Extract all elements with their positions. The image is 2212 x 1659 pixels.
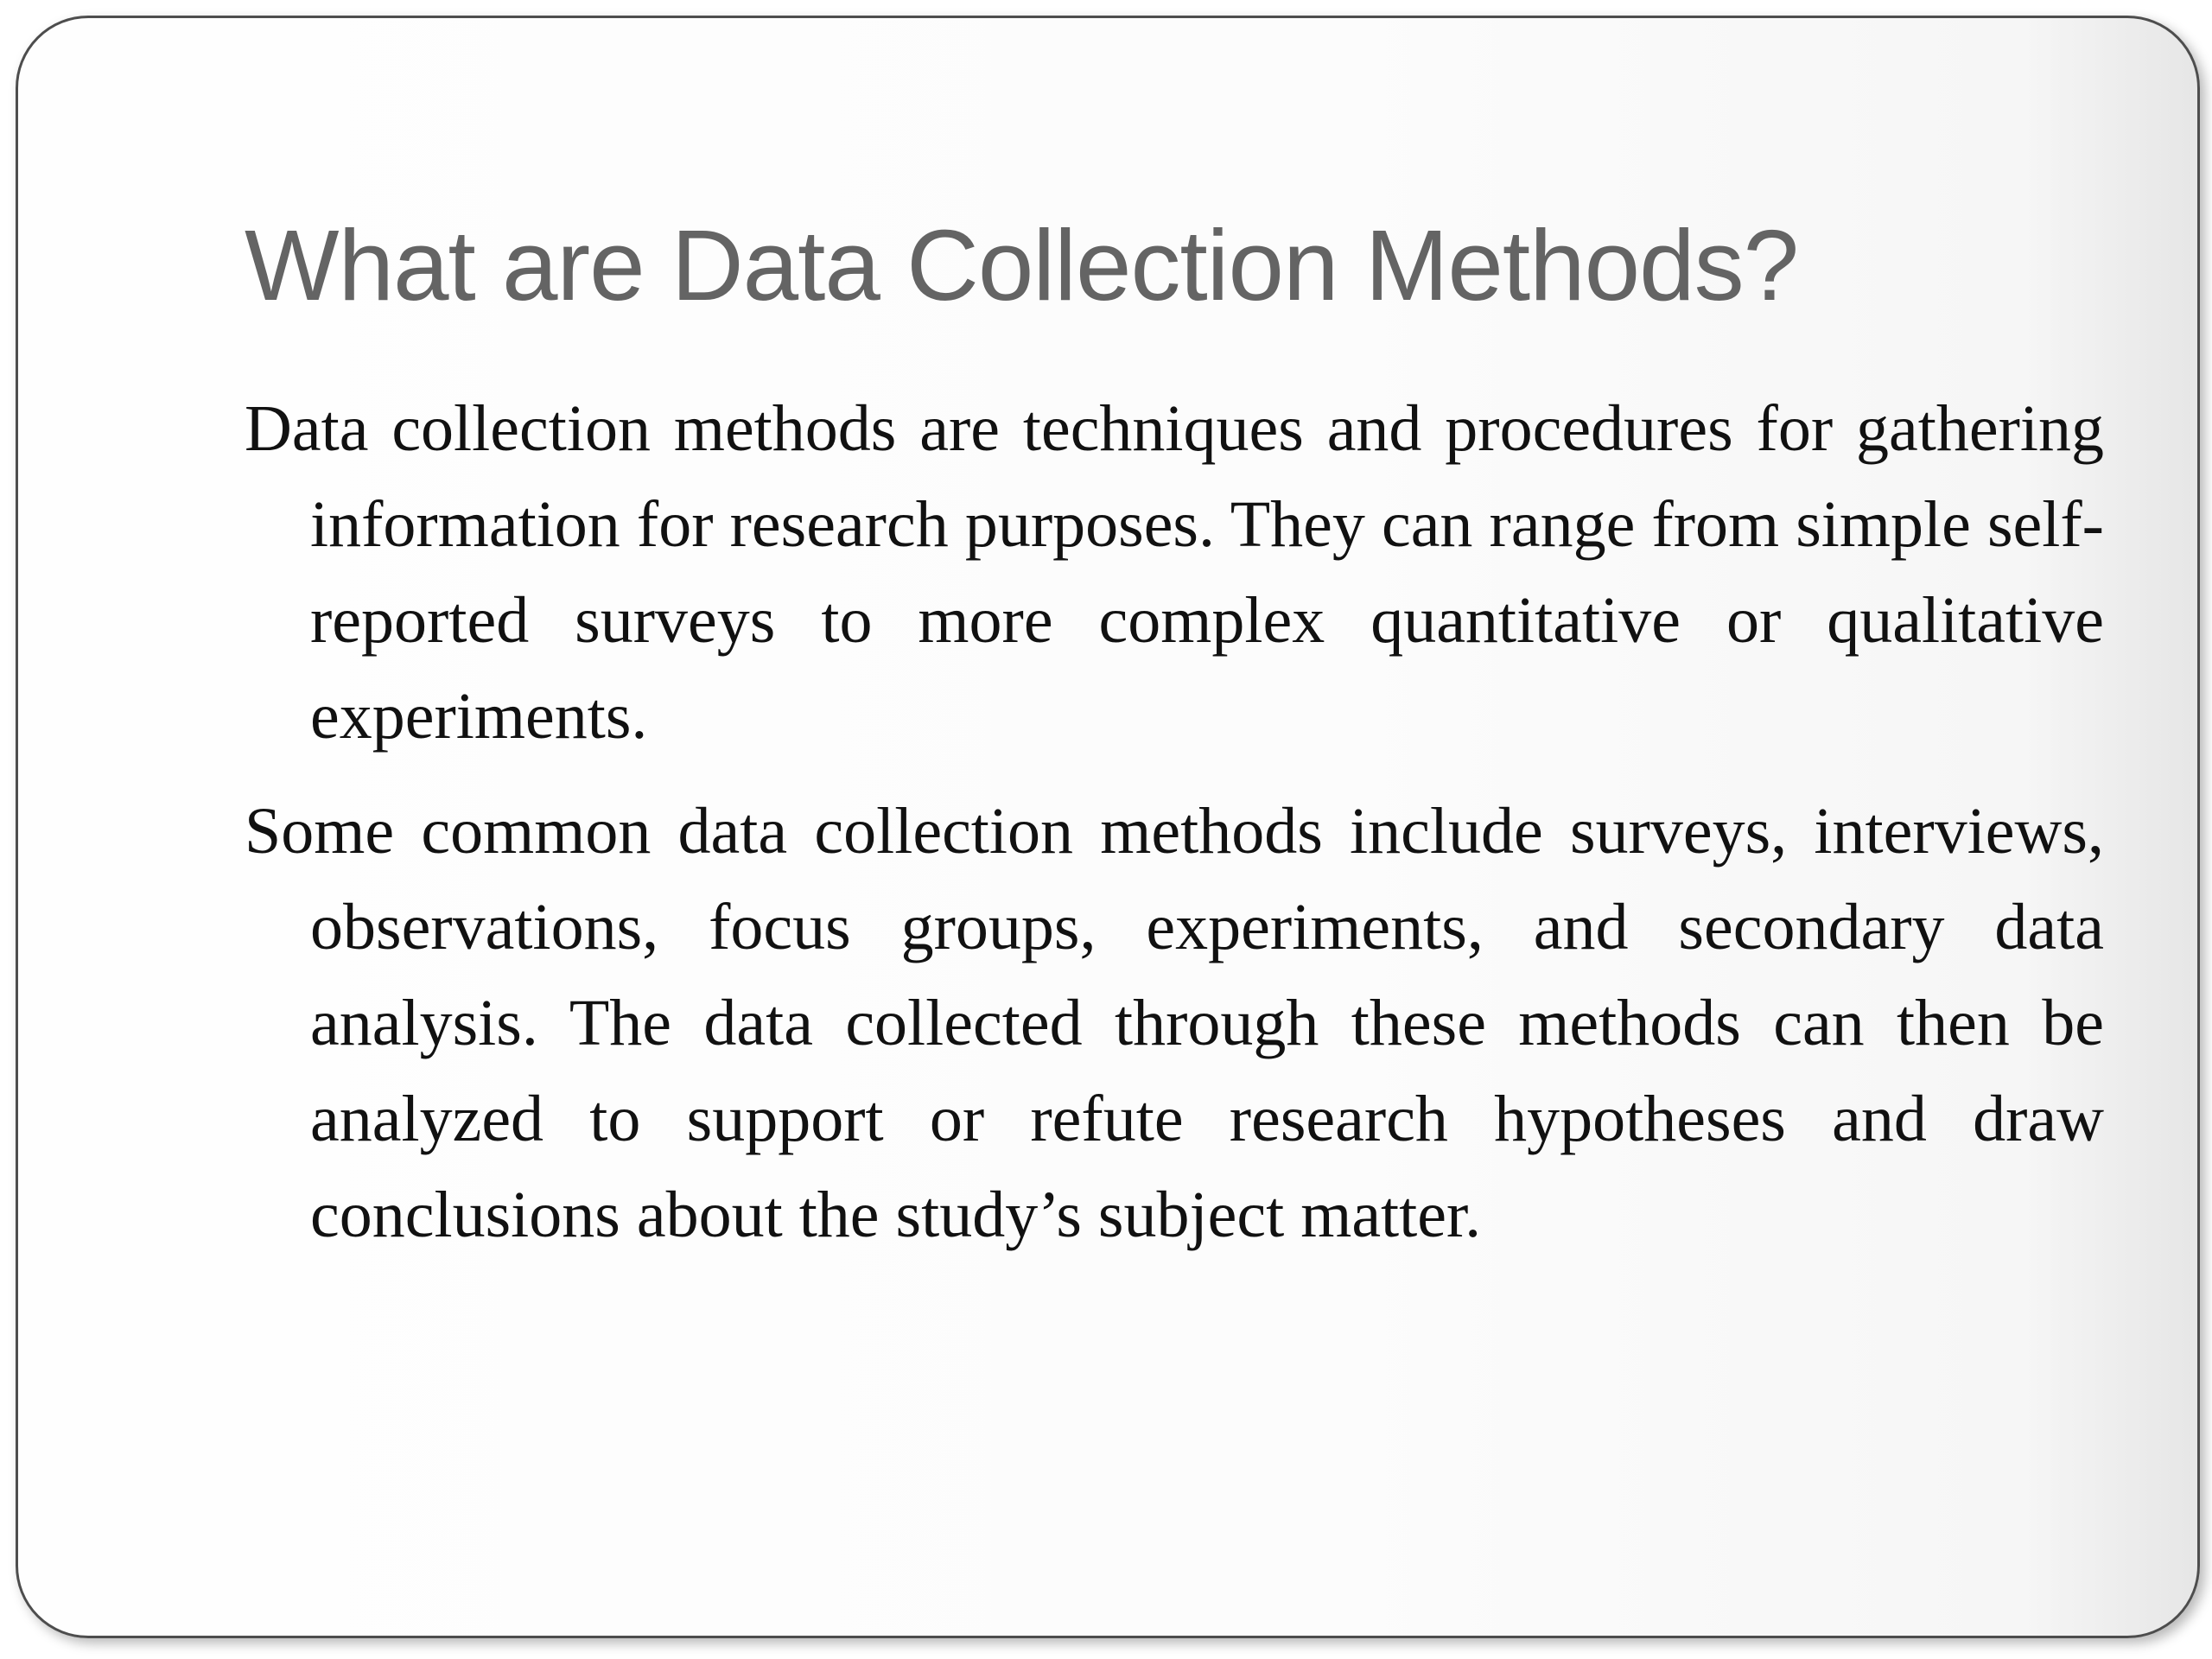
- body-paragraph-2: Some common data collection methods include surveys, interviews, observations, focus groups, experiments, and secondary data analysis. The data collected through these methods can then be analyzed to support or refute research hypotheses and draw conclusions about the study’s subject matter.: [245, 795, 2104, 1251]
- slide: [16, 16, 2200, 1638]
- slide-body: [245, 381, 2104, 1282]
- body-paragraph-1: Data collection methods are techniques and procedures for gathering information for research purposes. They can range from simple self-reported surveys to more complex quantitative or qualitative experiments.: [245, 392, 2104, 753]
- slide-title: What are Data Collection Methods?: [245, 209, 1799, 321]
